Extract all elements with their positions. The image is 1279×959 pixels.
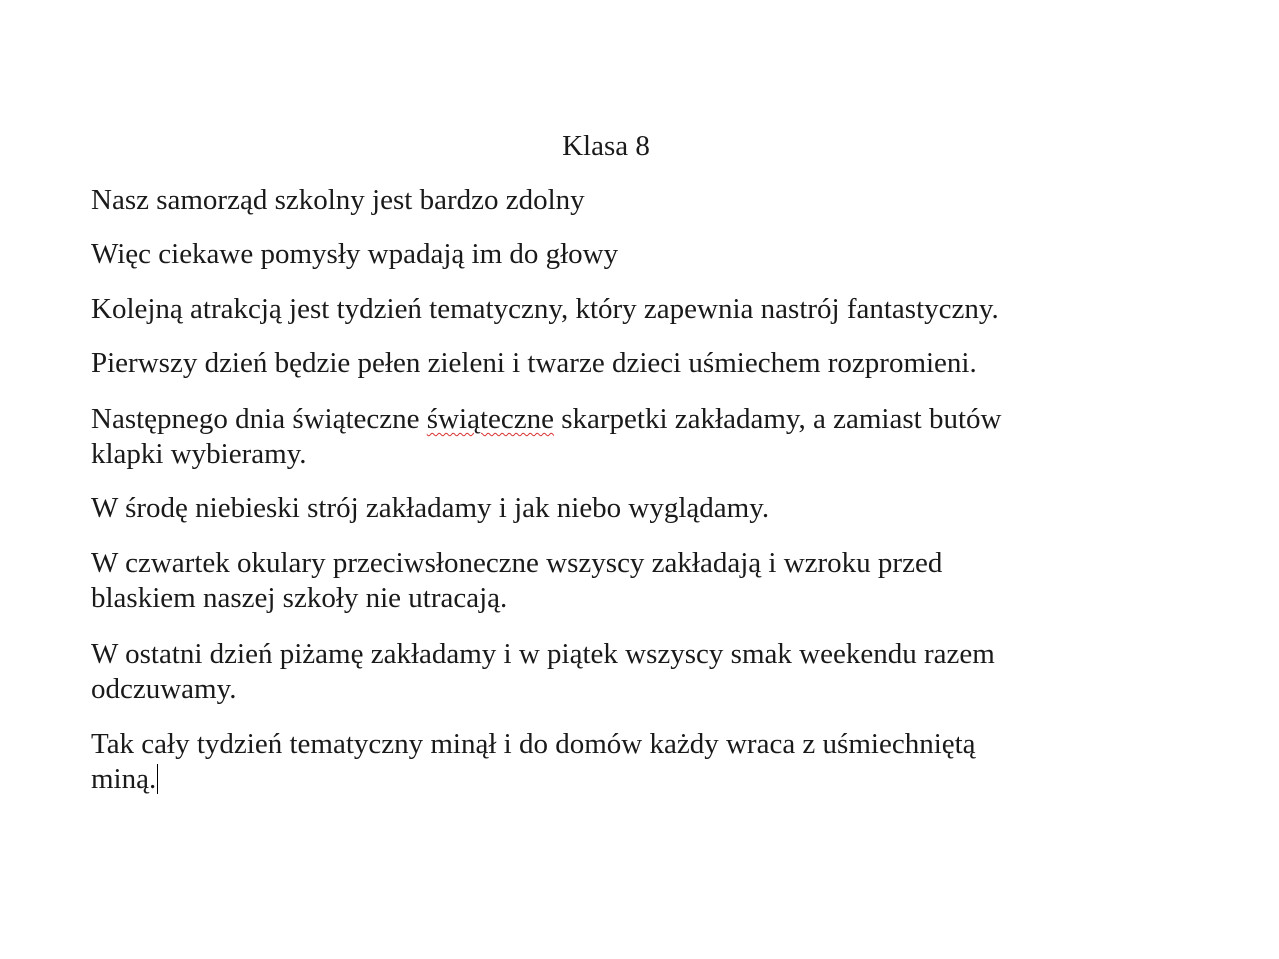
paragraph-9 [91,727,1141,797]
document-title: Klasa 8 [562,130,650,162]
paragraph-5-line-1-start: Następnego dnia świąteczne [91,403,427,435]
paragraph-7-line-2: blaskiem naszej szkoły nie utracają. [91,582,508,614]
paragraph-8 [91,637,1141,707]
paragraph-4-line-1: Pierwszy dzień będzie pełen zieleni i twarze dzieci uśmiechem rozpromieni. [91,347,977,379]
paragraph-9-line-1: Tak cały tydzień tematyczny minął i do domów każdy wraca z uśmiechniętą [91,728,976,760]
paragraph-5-line-1-end: skarpetki zakładamy, a zamiast butów [553,403,1002,435]
misspelled-word[interactable]: świąteczne [426,403,554,435]
text-cursor [157,764,158,794]
paragraph-5-line-2: klapki wybieramy. [91,438,307,470]
paragraph-6 [91,491,1141,526]
paragraph-7 [91,546,1141,616]
paragraph-5 [91,402,1141,472]
paragraph-7-line-1: W czwartek okulary przeciwsłoneczne wszyscy zakładają i wzroku przed [91,547,943,579]
paragraph-4 [91,346,1141,381]
paragraph-1 [91,183,1141,218]
paragraph-6-line-1: W środę niebieski strój zakładamy i jak niebo wyglądamy. [91,492,770,524]
paragraph-3-line-1: Kolejną atrakcją jest tydzień tematyczny, który zapewnia nastrój fantastyczny. [91,293,999,325]
paragraph-8-line-1: W ostatni dzień piżamę zakładamy i w piątek wszyscy smak weekendu razem [91,638,995,670]
paragraph-3 [91,292,1141,327]
paragraph-2 [91,237,1141,272]
paragraph-1-line-1: Nasz samorząd szkolny jest bardzo zdolny [91,184,585,216]
paragraph-8-line-2: odczuwamy. [91,673,237,705]
paragraph-2-line-1: Więc ciekawe pomysły wpadają im do głowy [91,238,619,270]
paragraph-9-line-2: miną. [91,763,157,795]
